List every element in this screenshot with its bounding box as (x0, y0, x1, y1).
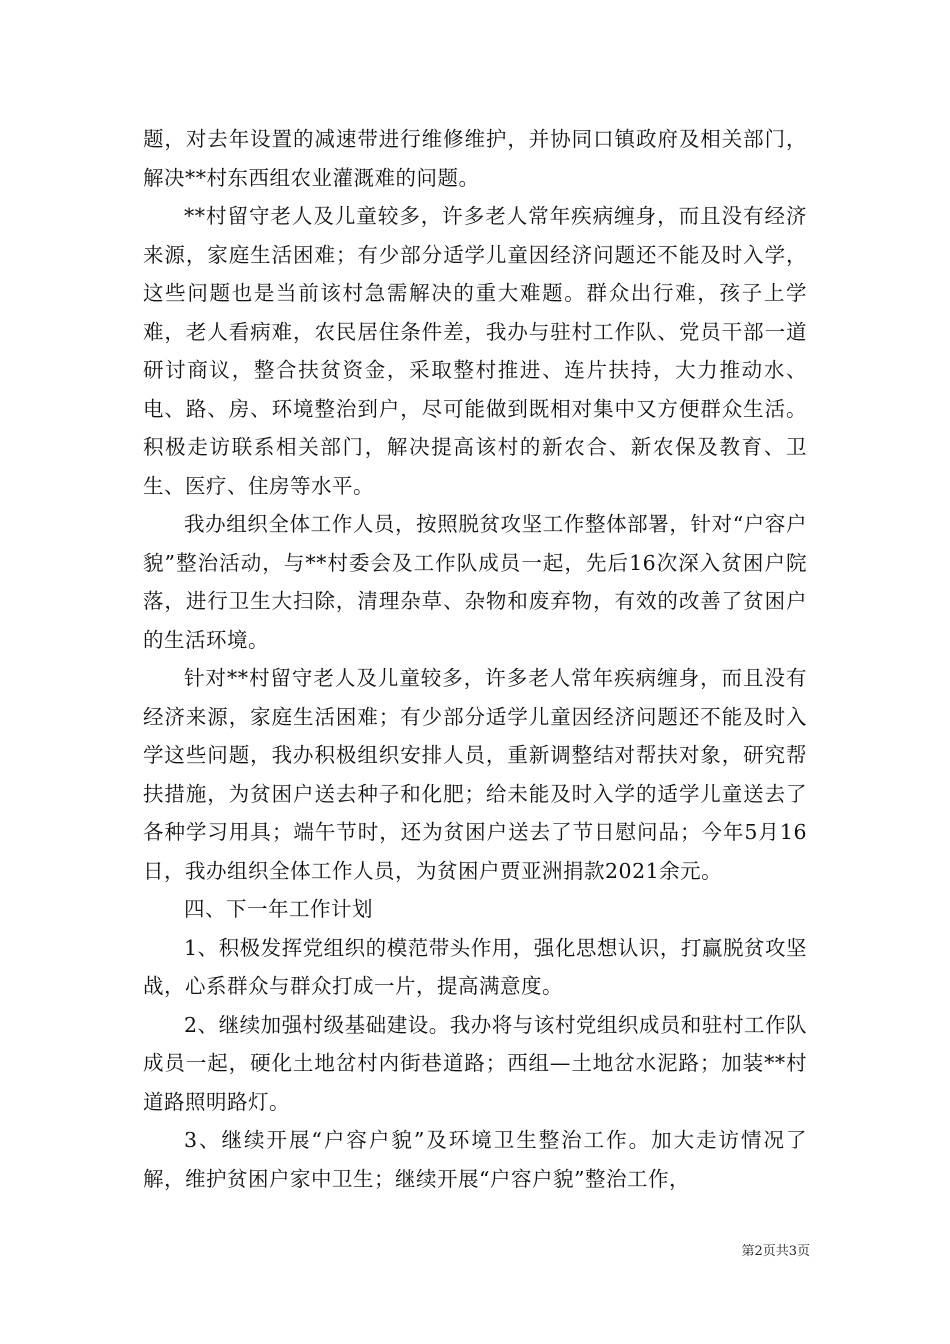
plan-item-1: 1、积极发挥党组织的模范带头作用，强化思想认识，打赢脱贫攻坚战，心系群众与群众打成一片，提高满意度。 (143, 935, 807, 998)
section-heading-next-year-plan: 四、下一年工作计划 (184, 897, 373, 921)
page-number-footer: 第2页共3页 (741, 1244, 810, 1259)
paragraph-sanitation-campaign: 我办组织全体工作人员，按照脱贫攻坚工作整体部署，针对“户容户貌”整治活动，与**村委会及工作队成员一起，先后16次深入贫困户院落，进行卫生大扫除，清理杂草、杂物和废弃物，有效的改善了贫困户的生活环境。 (143, 512, 807, 652)
plan-item-3: 3、继续开展“户容户貌”及环境卫生整治工作。加大走访情况了解，维护贫困户家中卫生；继续开展“户容户貌”整治工作， (143, 1128, 807, 1191)
document-body (143, 120, 807, 1198)
paragraph-continuation: 题，对去年设置的减速带进行维修维护，并协同口镇政府及相关部门，解决**村东西组农业灌溉难的问题。 (143, 127, 807, 190)
paragraph-assistance-measures: 针对**村留守老人及儿童较多，许多老人常年疾病缠身，而且没有经济来源，家庭生活困难；有少部分适学儿童因经济问题还不能及时入学这些问题，我办积极组织安排人员，重新调整结对帮扶对象，研究帮扶措施，为贫困户送去种子和化肥；给未能及时入学的适学儿童送去了各种学习用具；端午节时，还为贫困户送去了节日慰问品；今年5月16日，我办组织全体工作人员，为贫困户贾亚洲捐款2021余元。 (143, 666, 807, 883)
plan-item-2: 2、继续加强村级基础建设。我办将与该村党组织成员和驻村工作队成员一起，硬化土地岔村内街巷道路；西组—土地岔水泥路；加装**村道路照明路灯。 (143, 1012, 807, 1114)
paragraph-left-behind-elderly: **村留守老人及儿童较多，许多老人常年疾病缠身，而且没有经济来源，家庭生活困难；有少部分适学儿童因经济问题还不能及时入学，这些问题也是当前该村急需解决的重大难题。群众出行难，孩子上学难，老人看病难，农民居住条件差，我办与驻村工作队、党员干部一道研讨商议，整合扶贫资金，采取整村推进、连片扶持，大力推动水、电、路、房、环境整治到户，尽可能做到既相对集中又方便群众生活。积极走访联系相关部门，解决提高该村的新农合、新农保及教育、卫生、医疗、住房等水平。 (143, 204, 807, 498)
